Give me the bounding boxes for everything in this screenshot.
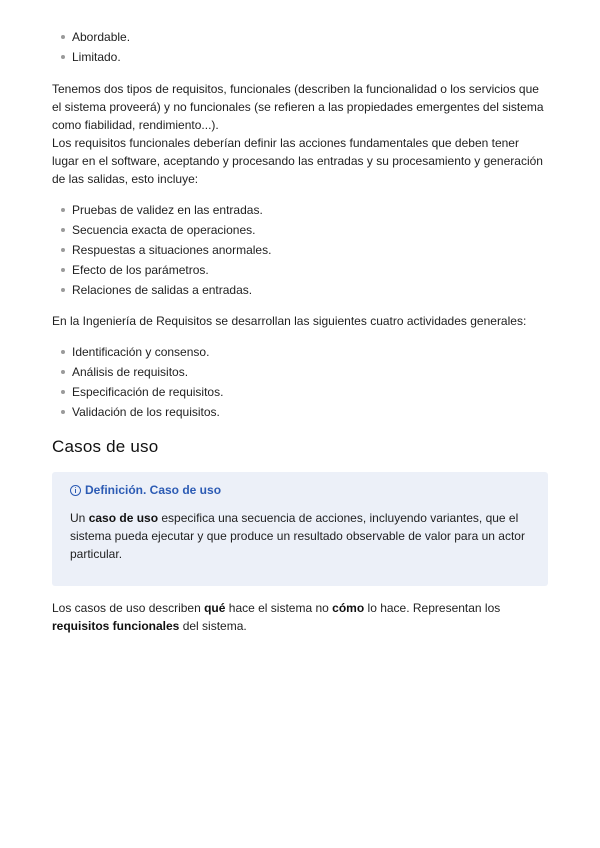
list-item: Efecto de los parámetros.	[52, 260, 548, 280]
list-item: Abordable.	[52, 27, 548, 47]
list-item: Secuencia exacta de operaciones.	[52, 220, 548, 240]
definition-body-text: especifica una secuencia de acciones, incluyendo variantes, que el sistema pueda ejecutar y que produce un resultado observable de valor para un actor particular.	[70, 511, 525, 561]
activities-intro-paragraph: En la Ingeniería de Requisitos se desarrollan las siguientes cuatro actividades generales:	[52, 314, 527, 328]
list-item: Especificación de requisitos.	[52, 382, 548, 402]
definition-body	[70, 509, 530, 563]
functional-requirements-list	[52, 200, 548, 300]
definition-body-text: Un	[70, 511, 89, 525]
definition-callout	[52, 472, 548, 586]
emphasis-text: requisitos funcionales	[52, 619, 180, 633]
definition-title-text: Definición. Caso de uso	[85, 483, 222, 497]
list-item: Validación de los requisitos.	[52, 402, 548, 422]
requirements-types-text: Tenemos dos tipos de requisitos, funcionales (describen la funcionalidad o los servicios que el sistema proveerá) y no funcionales (se refieren a las propiedades emergentes del sistema como fiabilidad, rendimiento...).	[52, 82, 544, 132]
definition-title	[70, 481, 530, 499]
paragraph-text: lo hace. Representan los	[364, 601, 501, 615]
top-bullet-list	[52, 0, 548, 67]
paragraph-text: Los casos de uso describen	[52, 601, 205, 615]
info-icon	[70, 485, 81, 496]
use-cases-paragraph	[52, 599, 548, 635]
emphasis-text: cómo	[332, 601, 365, 615]
activities-list	[52, 342, 548, 422]
list-item: Análisis de requisitos.	[52, 362, 548, 382]
definition-term: caso de uso	[88, 511, 159, 525]
list-item: Identificación y consenso.	[52, 342, 548, 362]
requirements-paragraph	[52, 80, 548, 188]
paragraph-text: del sistema.	[179, 619, 247, 633]
list-item: Limitado.	[52, 47, 548, 67]
section-heading: Casos de uso	[52, 437, 159, 456]
list-item: Pruebas de validez en las entradas.	[52, 200, 548, 220]
paragraph-text: hace el sistema no	[225, 601, 333, 615]
emphasis-text: qué	[204, 601, 226, 615]
list-item: Respuestas a situaciones anormales.	[52, 240, 548, 260]
functional-requirements-text: Los requisitos funcionales deberían definir las acciones fundamentales que deben tener lugar en el software, aceptando y procesando las entradas y su procesamiento y generación de las salidas, esto incluye:	[52, 136, 543, 186]
list-item: Relaciones de salidas a entradas.	[52, 280, 548, 300]
